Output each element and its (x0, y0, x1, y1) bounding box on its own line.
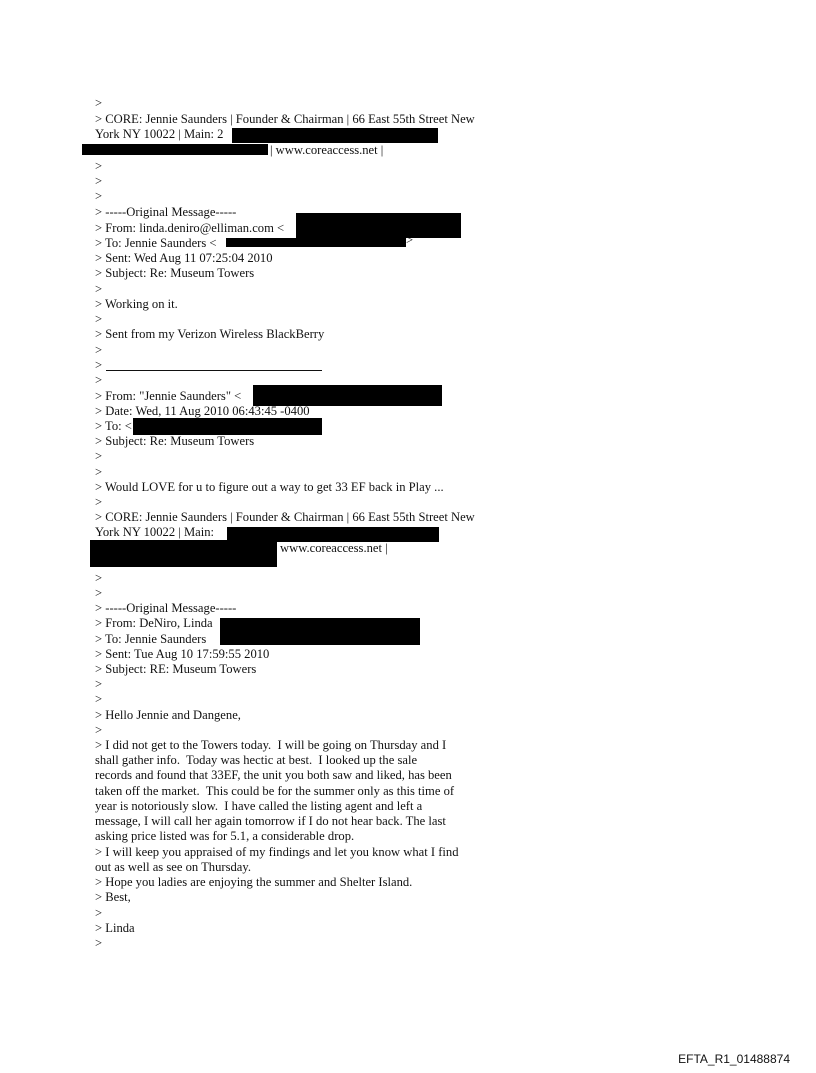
redaction-box (82, 144, 268, 155)
quote-line: > (95, 159, 103, 173)
body-line: year is notoriously slow. I have called the listing agent and left a (95, 799, 423, 813)
body-line: > Would LOVE for u to figure out a way to get 33 EF back in Play ... (95, 480, 444, 494)
quote-line: > (406, 233, 414, 247)
redaction-box (90, 540, 277, 567)
redaction-box (232, 128, 438, 143)
signature-address-line: York NY 10022 | Main: 2 (95, 127, 224, 141)
website-line: | www.coreaccess.net | (270, 143, 384, 157)
quote-line: > (95, 312, 103, 326)
body-line: > I will keep you appraised of my findings and let you know what I find (95, 845, 459, 859)
subject-line: > Subject: Re: Museum Towers (95, 434, 255, 448)
quote-line: > (95, 174, 103, 188)
body-line: taken off the market. This could be for the summer only as this time of (95, 784, 455, 798)
website-line: www.coreaccess.net | (280, 541, 388, 555)
body-line: > I did not get to the Towers today. I will be going on Thursday and I (95, 738, 447, 752)
original-message-header: > -----Original Message----- (95, 205, 237, 219)
sent-line: > Sent: Wed Aug 11 07:25:04 2010 (95, 251, 273, 265)
from-line: > From: DeNiro, Linda (95, 616, 213, 630)
quote-line: > (95, 282, 103, 296)
quote-line: > (95, 465, 103, 479)
from-line: > From: "Jennie Saunders" < (95, 389, 242, 403)
body-line: > Linda (95, 921, 135, 935)
body-line: shall gather info. Today was hectic at best. I looked up the sale (95, 753, 418, 767)
signature-line: > CORE: Jennie Saunders | Founder & Chairman | 66 East 55th Street New (95, 510, 475, 524)
redaction-box (220, 618, 420, 645)
body-line: message, I will call her again tomorrow if I do not hear back. The last (95, 814, 446, 828)
quote-line: > (95, 373, 103, 387)
from-line: > From: linda.deniro@elliman.com < (95, 221, 285, 235)
body-line: > Hope you ladies are enjoying the summer and Shelter Island. (95, 875, 413, 889)
document-id: EFTA_R1_01488874 (678, 1052, 790, 1066)
quote-line: > (95, 906, 103, 920)
original-message-header: > -----Original Message----- (95, 601, 237, 615)
body-line: > Best, (95, 890, 131, 904)
redaction-box (133, 418, 322, 435)
body-line: out as well as see on Thursday. (95, 860, 251, 874)
quote-line: > (95, 343, 103, 357)
quote-line: > (95, 723, 103, 737)
body-line: asking price listed was for 5.1, a considerable drop. (95, 829, 355, 843)
body-line: > Sent from my Verizon Wireless BlackBerry (95, 327, 325, 341)
quote-line: > (95, 449, 103, 463)
to-line: > To: Jennie Saunders (95, 632, 207, 646)
subject-line: > Subject: Re: Museum Towers (95, 266, 255, 280)
quote-line: > (95, 96, 103, 110)
quote-line: > (95, 936, 103, 950)
to-line: > To: Jennie Saunders < (95, 236, 217, 250)
quote-line: > (95, 692, 103, 706)
quote-line: > (95, 586, 103, 600)
to-line: > To: < (95, 419, 132, 433)
date-line: > Date: Wed, 11 Aug 2010 06:43:45 -0400 (95, 404, 310, 418)
sent-line: > Sent: Tue Aug 10 17:59:55 2010 (95, 647, 270, 661)
separator-rule (106, 370, 322, 371)
quote-line: > (95, 358, 103, 372)
signature-line: > CORE: Jennie Saunders | Founder & Chairman | 66 East 55th Street New (95, 112, 475, 126)
body-line: > Hello Jennie and Dangene, (95, 708, 241, 722)
redaction-box (296, 213, 461, 238)
signature-address-line: York NY 10022 | Main: (95, 525, 215, 539)
subject-line: > Subject: RE: Museum Towers (95, 662, 257, 676)
body-line: records and found that 33EF, the unit you both saw and liked, has been (95, 768, 452, 782)
quote-line: > (95, 189, 103, 203)
quote-line: > (95, 677, 103, 691)
redaction-box (226, 238, 406, 247)
quote-line: > (95, 495, 103, 509)
body-line: > Working on it. (95, 297, 178, 311)
quote-line: > (95, 571, 103, 585)
redaction-box (253, 385, 442, 406)
